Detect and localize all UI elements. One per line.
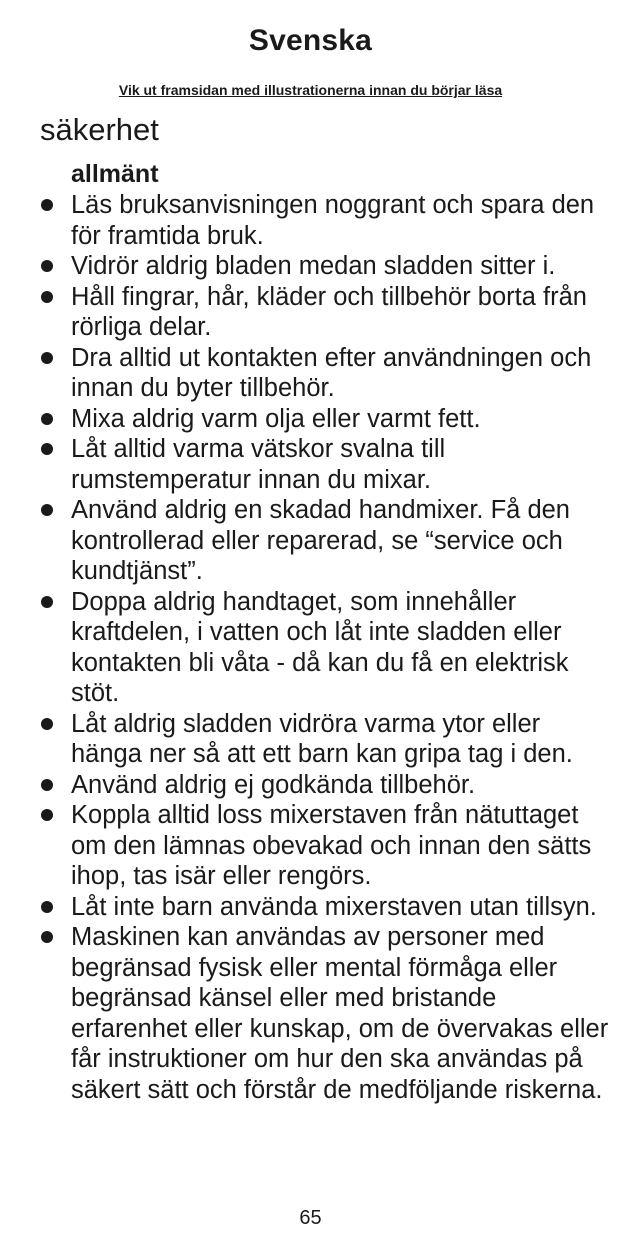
list-item: [71, 709, 611, 770]
bullet-icon: [41, 809, 53, 821]
list-item: [71, 404, 611, 435]
list-item: [71, 892, 611, 923]
list-item: [71, 434, 611, 495]
page-number: 65: [299, 1207, 322, 1229]
bullet-icon: [41, 443, 53, 455]
list-item-text: Använd aldrig en skadad handmixer. Få den kontrollerad eller reparerad, se “service och kundtjänst”.: [71, 496, 570, 585]
list-item-text: Låt inte barn använda mixerstaven utan tillsyn.: [71, 892, 597, 921]
bullet-icon: [41, 199, 53, 211]
list-item: [71, 343, 611, 404]
fold-out-notice: Vik ut framsidan med illustrationerna innan du börjar läsa: [118, 82, 503, 98]
bullet-icon: [41, 352, 53, 364]
bullet-icon: [41, 779, 53, 791]
list-item-text: Doppa aldrig handtaget, som innehåller kraftdelen, i vatten och låt inte sladden eller kontakten bli våta - då kan du få en elektrisk stöt.: [71, 587, 569, 707]
list-item-text: Koppla alltid loss mixerstaven från nätuttaget om den lämnas obevakad och innan den sätts ihop, tas isär eller rengörs.: [71, 801, 592, 890]
list-item-text: Maskinen kan användas av personer med begränsad fysisk eller mental förmåga eller begränsad känsel eller med bristande erfarenhet eller kunskap, om de övervakas eller får instruktioner om hur den ska användas på säkert sätt och förstår de medföljande riskerna.: [71, 923, 609, 1104]
list-item: [71, 495, 611, 587]
list-item-text: Låt aldrig sladden vidröra varma ytor eller hänga ner så att ett barn kan gripa tag i den.: [71, 709, 573, 768]
list-item: [71, 800, 611, 892]
list-item: [71, 282, 611, 343]
page-title: Svenska: [248, 24, 373, 57]
bullet-icon: [41, 413, 53, 425]
list-item-text: Använd aldrig ej godkända tillbehör.: [71, 770, 476, 799]
list-item-text: Låt alltid varma vätskor svalna till rumstemperatur innan du mixar.: [71, 435, 446, 494]
section-heading: säkerhet: [40, 112, 159, 147]
bullet-icon: [41, 931, 53, 943]
list-item: [71, 770, 611, 801]
list-item-text: Dra alltid ut kontakten efter användningen och innan du byter tillbehör.: [71, 343, 592, 402]
list-item: [71, 251, 611, 282]
list-item-text: Mixa aldrig varm olja eller varmt fett.: [71, 404, 481, 433]
bullet-icon: [41, 718, 53, 730]
bullet-icon: [41, 291, 53, 303]
bullet-icon: [41, 596, 53, 608]
section-subheading: allmänt: [71, 160, 159, 188]
list-item-text: Läs bruksanvisningen noggrant och spara den för framtida bruk.: [71, 191, 595, 250]
list-item: [71, 587, 611, 709]
list-item: [71, 190, 611, 251]
bullet-icon: [41, 260, 53, 272]
bullet-icon: [41, 504, 53, 516]
list-item-text: Håll fingrar, hår, kläder och tillbehör borta från rörliga delar.: [71, 282, 587, 341]
safety-list: [71, 190, 611, 1105]
bullet-icon: [41, 901, 53, 913]
list-item: [71, 922, 611, 1105]
list-item-text: Vidrör aldrig bladen medan sladden sitter i.: [71, 252, 556, 280]
